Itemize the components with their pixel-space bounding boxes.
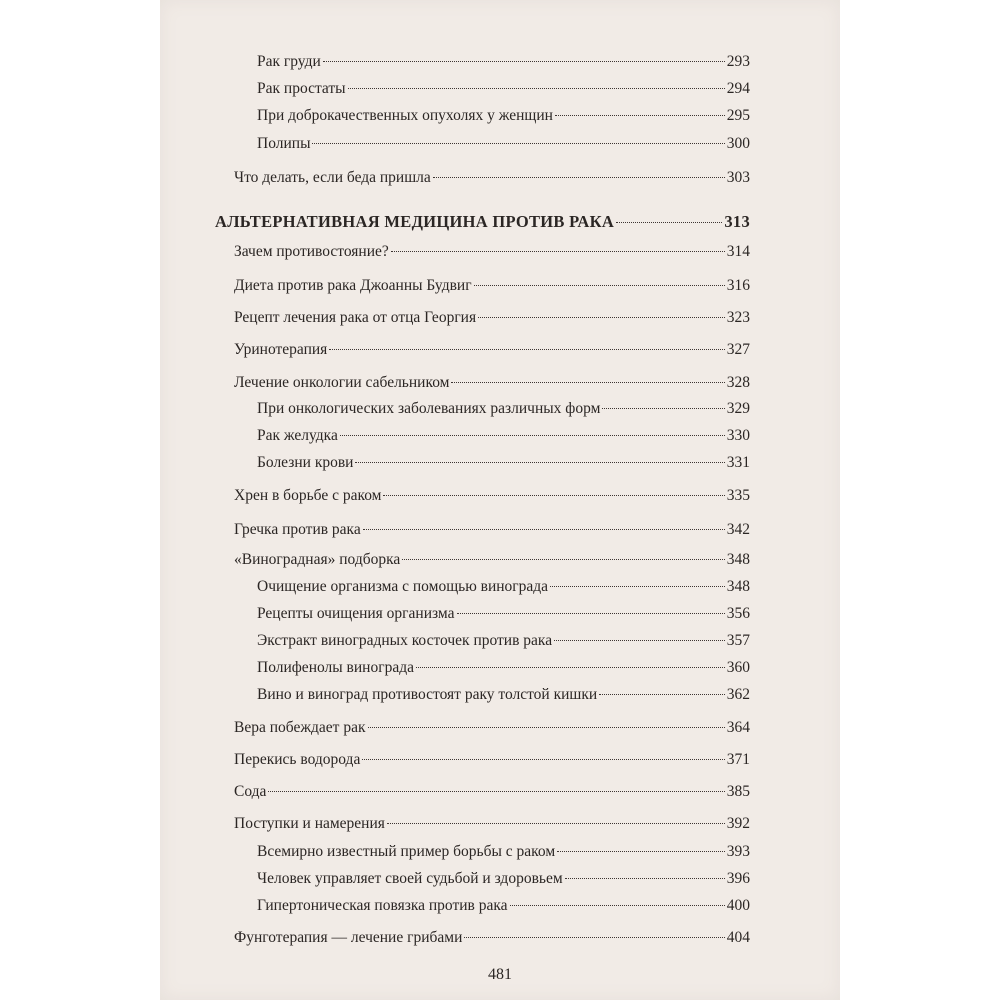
toc-entry-title: Очищение организма с помощью винограда bbox=[257, 578, 549, 595]
toc-entry-title: Рецепт лечения рака от отца Георгия bbox=[234, 309, 477, 326]
toc-entry-page: 392 bbox=[726, 815, 750, 832]
toc-entry bbox=[257, 451, 750, 475]
toc-entry-page: 328 bbox=[726, 374, 750, 391]
toc-entry-title: Гречка против рака bbox=[234, 521, 361, 538]
dot-leader bbox=[554, 640, 725, 641]
toc-entry bbox=[234, 812, 750, 836]
toc-entry-page: 294 bbox=[726, 80, 750, 97]
toc-entry bbox=[257, 629, 750, 653]
dot-leader bbox=[323, 61, 725, 62]
toc-entry bbox=[257, 397, 750, 421]
toc-entry-title: Рецепты очищения организма bbox=[257, 605, 455, 622]
toc-entry-page: 400 bbox=[726, 897, 750, 914]
book-page bbox=[160, 0, 840, 1000]
dot-leader bbox=[550, 586, 725, 587]
dot-leader bbox=[348, 88, 725, 89]
toc-entry bbox=[234, 371, 750, 395]
toc-entry-page: 300 bbox=[726, 135, 750, 152]
toc-entry-page: 323 bbox=[726, 309, 750, 326]
toc-entry bbox=[234, 166, 750, 190]
dot-leader bbox=[451, 382, 724, 383]
dot-leader bbox=[402, 559, 724, 560]
toc-entry-title: Болезни крови bbox=[257, 454, 354, 471]
toc-entry-page: 342 bbox=[726, 521, 750, 538]
toc-entry-page: 303 bbox=[726, 169, 750, 186]
toc-entry bbox=[257, 132, 750, 156]
toc-entry-title: Вера побеждает рак bbox=[234, 719, 366, 736]
dot-leader bbox=[602, 408, 724, 409]
toc-entry bbox=[257, 602, 750, 626]
dot-leader bbox=[416, 667, 725, 668]
toc-entry-title: Полифенолы винограда bbox=[257, 659, 414, 676]
dot-leader bbox=[557, 851, 725, 852]
toc-entry bbox=[257, 867, 750, 891]
toc-entry bbox=[234, 748, 750, 772]
toc-entry bbox=[234, 484, 750, 508]
toc-entry-page: 327 bbox=[726, 341, 750, 358]
toc-entry-page: 329 bbox=[726, 400, 750, 417]
toc-entry-title: Гипертоническая повязка против рака bbox=[257, 897, 508, 914]
toc-entry-page: 356 bbox=[726, 605, 750, 622]
toc-entry bbox=[234, 518, 750, 542]
toc-entry-title: Экстракт виноградных косточек против рака bbox=[257, 632, 553, 649]
toc-entry bbox=[234, 716, 750, 740]
dot-leader bbox=[478, 317, 725, 318]
toc-entry-page: 348 bbox=[726, 578, 750, 595]
toc-entry bbox=[257, 575, 750, 599]
dot-leader bbox=[312, 143, 724, 144]
toc-entry-title: Вино и виноград противостоят раку толстой кишки bbox=[257, 686, 598, 703]
toc-entry-title: Полипы bbox=[257, 135, 311, 152]
toc-entry-page: 371 bbox=[726, 751, 750, 768]
toc-entry bbox=[257, 50, 750, 74]
dot-leader bbox=[383, 495, 724, 496]
dot-leader bbox=[510, 905, 725, 906]
dot-leader bbox=[433, 177, 725, 178]
dot-leader bbox=[474, 285, 725, 286]
toc-entry bbox=[234, 780, 750, 804]
toc-entry-title: Фунготерапия — лечение грибами bbox=[234, 929, 463, 946]
table-of-contents bbox=[160, 0, 840, 960]
dot-leader bbox=[464, 937, 724, 938]
dot-leader bbox=[616, 222, 722, 223]
toc-entry-title: Хрен в борьбе с раком bbox=[234, 487, 382, 504]
dot-leader bbox=[387, 823, 725, 824]
dot-leader bbox=[555, 115, 725, 116]
toc-entry-title: Человек управляет своей судьбой и здоровьем bbox=[257, 870, 563, 887]
toc-entry-title: Сода bbox=[234, 783, 267, 800]
toc-entry bbox=[257, 656, 750, 680]
dot-leader bbox=[362, 759, 724, 760]
toc-entry-title: Зачем противостояние? bbox=[234, 243, 389, 260]
toc-entry-page: 316 bbox=[726, 277, 750, 294]
toc-entry-title: «Виноградная» подборка bbox=[234, 551, 401, 568]
toc-entry-page: 293 bbox=[726, 53, 750, 70]
toc-entry-title: Рак груди bbox=[257, 53, 321, 70]
toc-entry bbox=[257, 424, 750, 448]
toc-entry-title: Диета против рака Джоанны Будвиг bbox=[234, 277, 472, 294]
toc-entry-page: 348 bbox=[726, 551, 750, 568]
dot-leader bbox=[391, 251, 725, 252]
toc-entry-page: 331 bbox=[726, 454, 750, 471]
toc-entry-page: 330 bbox=[726, 427, 750, 444]
toc-entry-title: Поступки и намерения bbox=[234, 815, 385, 832]
toc-entry bbox=[234, 548, 750, 572]
toc-entry bbox=[257, 77, 750, 101]
toc-entry bbox=[234, 926, 750, 950]
toc-entry-title: При онкологических заболеваниях различных форм bbox=[257, 400, 601, 417]
dot-leader bbox=[268, 791, 724, 792]
dot-leader bbox=[368, 727, 725, 728]
toc-entry-page: 313 bbox=[724, 212, 750, 231]
toc-entry-page: 385 bbox=[726, 783, 750, 800]
toc-entry-page: 295 bbox=[726, 107, 750, 124]
toc-entry bbox=[257, 104, 750, 128]
toc-entry bbox=[234, 306, 750, 330]
dot-leader bbox=[457, 613, 725, 614]
dot-leader bbox=[329, 349, 724, 350]
dot-leader bbox=[355, 462, 724, 463]
toc-entry-title: Уринотерапия bbox=[234, 341, 328, 358]
toc-entry-title: Перекись водорода bbox=[234, 751, 361, 768]
toc-entry-title: Рак простаты bbox=[257, 80, 346, 97]
toc-entry-page: 314 bbox=[726, 243, 750, 260]
toc-entry-page: 396 bbox=[726, 870, 750, 887]
toc-entry-title: Рак желудка bbox=[257, 427, 338, 444]
toc-section-heading bbox=[215, 210, 750, 234]
toc-entry-page: 360 bbox=[726, 659, 750, 676]
toc-entry-title: Всемирно известный пример борьбы с раком bbox=[257, 843, 556, 860]
toc-entry bbox=[257, 840, 750, 864]
dot-leader bbox=[340, 435, 725, 436]
toc-entry-title: АЛЬТЕРНАТИВНАЯ МЕДИЦИНА ПРОТИВ РАКА bbox=[215, 212, 615, 231]
toc-entry-title: Лечение онкологии сабельником bbox=[234, 374, 450, 391]
page-number: 481 bbox=[488, 966, 512, 983]
dot-leader bbox=[363, 529, 725, 530]
toc-entry-title: При доброкачественных опухолях у женщин bbox=[257, 107, 553, 124]
toc-entry-page: 404 bbox=[726, 929, 750, 946]
dot-leader bbox=[565, 878, 725, 879]
toc-entry-page: 364 bbox=[726, 719, 750, 736]
toc-entry-page: 357 bbox=[726, 632, 750, 649]
toc-entry bbox=[234, 240, 750, 264]
toc-entry-page: 362 bbox=[726, 686, 750, 703]
toc-entry bbox=[257, 894, 750, 918]
toc-entry bbox=[257, 683, 750, 707]
toc-entry-page: 393 bbox=[726, 843, 750, 860]
toc-entry-title: Что делать, если беда пришла bbox=[234, 169, 431, 186]
toc-entry bbox=[234, 338, 750, 362]
dot-leader bbox=[599, 694, 725, 695]
toc-entry-page: 335 bbox=[726, 487, 750, 504]
toc-entry bbox=[234, 274, 750, 298]
